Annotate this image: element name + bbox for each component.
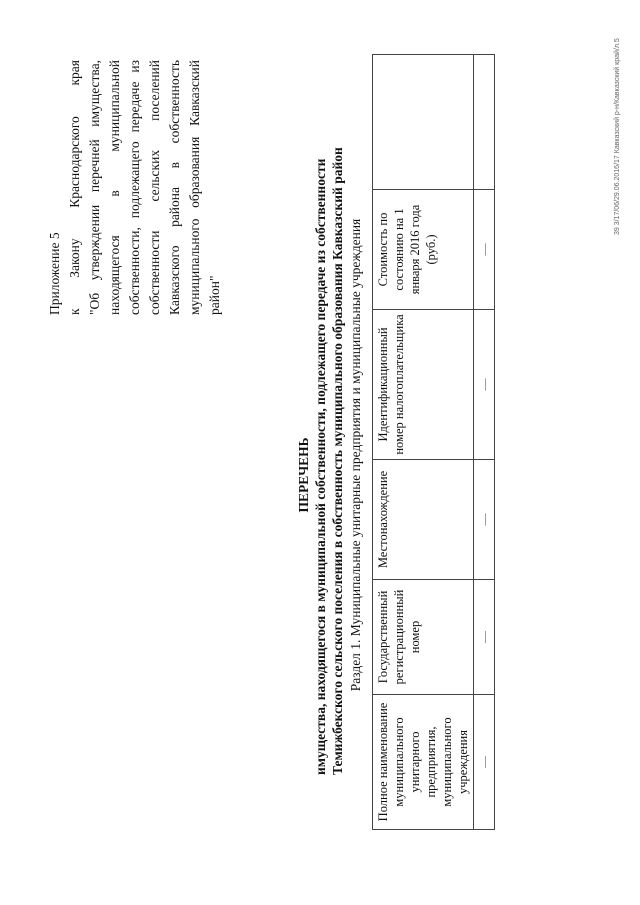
heading-line: Темижбекского сельского поселения в собственность муниципального образования Кавказский район (330, 147, 345, 775)
appendix-note (45, 60, 225, 315)
appendix-line: "Об утверждении перечней имущества, (87, 60, 102, 315)
table-header-cell: Государственный регистрационный номер (373, 580, 474, 695)
table-header-cell: Местонахождение (373, 460, 474, 580)
table-cell: — (474, 460, 495, 580)
appendix-line: район" (207, 275, 222, 315)
table-header-cell: Идентификационный номер налогоплательщика (373, 310, 474, 460)
table-header-cell: Стоимость по состоянию на 1 января 2016 года (руб.) (373, 190, 474, 310)
appendix-line: собственности сельских поселений (147, 60, 162, 315)
table-header-row (373, 55, 474, 830)
appendix-line: собственности, подлежащего передаче из (127, 60, 142, 315)
appendix-line: Кавказского района в собственность (167, 60, 182, 315)
property-table (372, 54, 495, 830)
margin-stamp: 39 3/17/06/29.06.2016/17 Кавказский р-н/Кавказский край/л.5 (614, 38, 621, 235)
appendix-line: муниципального образования Кавказский (187, 60, 202, 315)
section-title: Раздел 1. Муниципальные унитарные предприятия и муниципальные учреждения (348, 218, 363, 692)
document-heading (295, 147, 346, 775)
appendix-line: находящегося в муниципальной (107, 60, 122, 315)
table-cell: — (474, 695, 495, 830)
heading-title: ПЕРЕЧЕНЬ (296, 437, 311, 513)
table-header-cell-empty (373, 55, 474, 190)
table-cell: — (474, 310, 495, 460)
table-cell: — (474, 580, 495, 695)
table-header-cell: Полное наименование муниципального унитарного предприятия, муниципального учреждения (373, 695, 474, 830)
appendix-line: Приложение 5 (47, 232, 62, 315)
heading-line: имущества, находящегося в муниципальной собственности, подлежащего передаче из собственности (313, 158, 328, 775)
table-row (474, 55, 495, 830)
appendix-line: к Закону Краснодарского края (67, 60, 82, 315)
table-cell-empty (474, 55, 495, 190)
table-cell: — (474, 190, 495, 310)
